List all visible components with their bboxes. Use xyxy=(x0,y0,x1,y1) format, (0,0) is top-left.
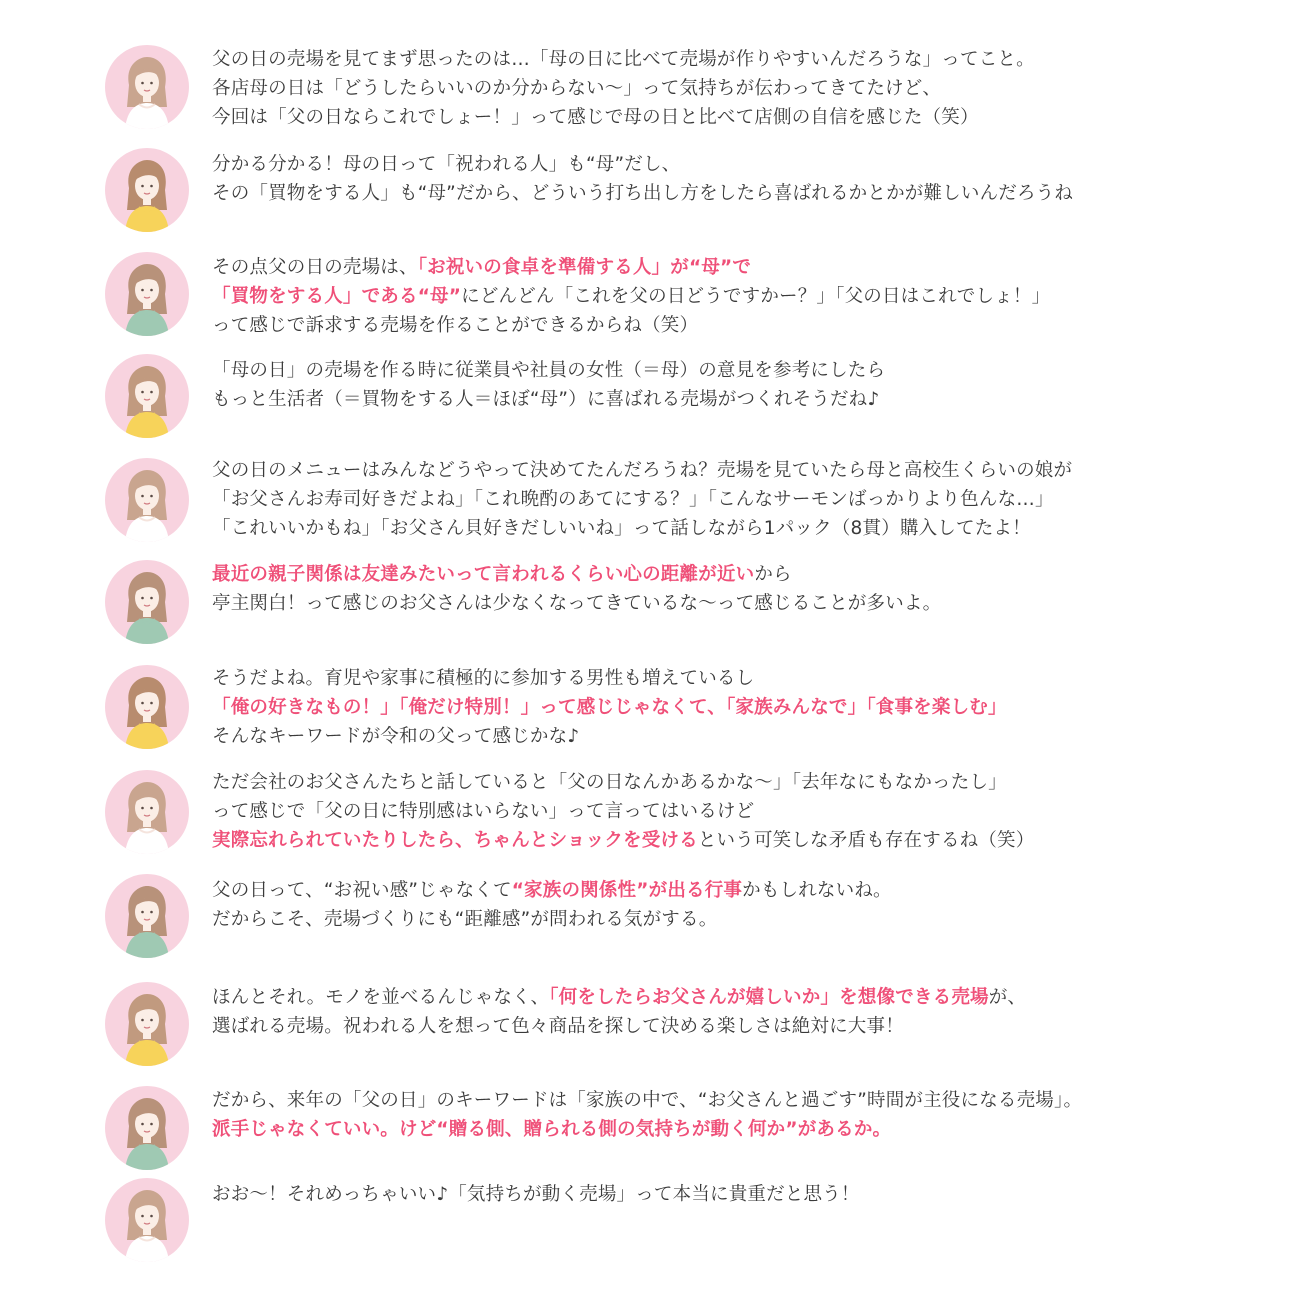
highlighted-text: 派手じゃなくていい。けど“贈る側、贈られる側の気持ちが動く何か”があるか。 xyxy=(212,1119,892,1140)
message-segment: その点父の日の売場は、 xyxy=(212,257,418,278)
message-segment: 「母の日」の売場を作る時に従業員や社員の女性（＝母）の意見を参考にしたら xyxy=(212,360,886,381)
message-text xyxy=(212,1180,1282,1209)
message-line xyxy=(212,722,1282,751)
message-segment: ほんとそれ。モノを並べるんじゃなく、 xyxy=(212,987,550,1008)
message-segment: にどんどん「これを父の日どうですかー？」「父の日はこれでしょ！」 xyxy=(461,286,1051,307)
avatar-icon xyxy=(105,354,189,438)
avatar-icon xyxy=(105,1178,189,1262)
message-segment: 父の日の売場を見てまず思ったのは…「母の日に比べて売場が作りやすいんだろうな」ってこと。 xyxy=(212,49,1035,70)
message-line xyxy=(212,983,1282,1012)
avatar-icon xyxy=(105,665,189,749)
message-line xyxy=(212,589,1282,618)
message-line xyxy=(212,456,1282,485)
message-line xyxy=(212,1086,1282,1115)
message-text xyxy=(212,876,1282,934)
message-line xyxy=(212,768,1282,797)
message-segment: おお〜！それめっちゃいい♪「気持ちが動く売場」って本当に貴重だと思う！ xyxy=(212,1184,860,1205)
message-segment: 選ばれる売場。祝われる人を想って色々商品を探して決める楽しさは絶対に大事！ xyxy=(212,1016,904,1037)
avatar-icon xyxy=(105,874,189,958)
message-text xyxy=(212,356,1282,414)
message-line xyxy=(212,1012,1282,1041)
message-segment: その「買物をする人」も“母”だから、どういう打ち出し方をしたら喜ばれるかとかが難しいんだろうね xyxy=(212,183,1074,204)
message-line xyxy=(212,1115,1282,1144)
message-line xyxy=(212,1180,1282,1209)
message-segment: 父の日のメニューはみんなどうやって決めてたんだろうね？売場を見ていたら母と高校生くらいの娘が xyxy=(212,460,1073,481)
message-segment: 父の日って、“お祝い感”じゃなくて xyxy=(212,880,512,901)
message-segment: 各店母の日は「どうしたらいいのか分からない〜」って気持ちが伝わってきてたけど、 xyxy=(212,78,942,99)
message-segment: ただ会社のお父さんたちと話していると「父の日なんかあるかな〜」「去年なにもなかったし」 xyxy=(212,772,1007,793)
message-line xyxy=(212,826,1282,855)
avatar-icon xyxy=(105,458,189,542)
highlighted-text: “家族の関係性”が出る行事 xyxy=(511,880,743,901)
message-segment: が、 xyxy=(988,987,1027,1008)
message-segment: だからこそ、売場づくりにも“距離感”が問われる気がする。 xyxy=(212,909,718,930)
message-text xyxy=(212,253,1282,340)
message-text xyxy=(212,664,1282,751)
message-text xyxy=(212,983,1282,1041)
message-segment: って感じで訴求する売場を作ることができるからね（笑） xyxy=(212,315,699,336)
avatar-icon xyxy=(105,560,189,644)
highlighted-text: 「俺の好きなもの！」「俺だけ特別！」って感じじゃなくて、「家族みんなで」「食事を楽しむ」 xyxy=(212,697,1007,718)
message-segment: 亭主関白！って感じのお父さんは少なくなってきているな〜って感じることが多いよ。 xyxy=(212,593,942,614)
message-segment: 「これいいかもね」「お父さん貝好きだしいいね」って話しながら1パック（8貫）購入してたよ！ xyxy=(212,518,1031,539)
message-segment: から xyxy=(754,564,792,585)
message-segment: もっと生活者（＝買物をする人＝ほぼ“母”）に喜ばれる売場がつくれそうだね♪ xyxy=(212,389,880,410)
avatar-icon xyxy=(105,45,189,129)
message-segment: かもしれないね。 xyxy=(742,880,892,901)
highlighted-text: 「何をしたらお父さんが嬉しいか」を想像できる売場 xyxy=(549,987,989,1008)
message-segment: 分かる分かる！母の日って「祝われる人」も“母”だし、 xyxy=(212,154,681,175)
message-line xyxy=(212,74,1282,103)
message-line xyxy=(212,693,1282,722)
message-text xyxy=(212,150,1282,208)
message-line xyxy=(212,385,1282,414)
message-line xyxy=(212,311,1282,340)
message-text xyxy=(212,768,1282,855)
message-segment: 今回は「父の日ならこれでしょー！」って感じで母の日と比べて店側の自信を感じた（笑） xyxy=(212,107,979,128)
message-line xyxy=(212,282,1282,311)
message-line xyxy=(212,560,1282,589)
message-line xyxy=(212,876,1282,905)
avatar-icon xyxy=(105,982,189,1066)
message-segment: って感じで「父の日に特別感はいらない」って言ってはいるけど xyxy=(212,801,755,822)
message-text xyxy=(212,456,1282,543)
highlighted-text: 「買物をする人」である“母” xyxy=(212,286,462,307)
message-line xyxy=(212,179,1282,208)
highlighted-text: 最近の親子関係は友達みたいって言われるくらい心の距離が近い xyxy=(212,564,755,585)
message-line xyxy=(212,664,1282,693)
message-line xyxy=(212,150,1282,179)
message-text xyxy=(212,560,1282,618)
avatar-icon xyxy=(105,1086,189,1170)
message-segment: という可笑しな矛盾も存在するね（笑） xyxy=(697,830,1035,851)
avatar-icon xyxy=(105,148,189,232)
message-line xyxy=(212,797,1282,826)
highlighted-text: 実際忘れられていたりしたら、ちゃんとショックを受ける xyxy=(212,830,698,851)
message-segment: 「お父さんお寿司好きだよね」「これ晩酌のあてにする？」「こんなサーモンばっかりより色んな…」 xyxy=(212,489,1054,510)
message-line xyxy=(212,905,1282,934)
message-text xyxy=(212,45,1282,132)
message-segment: そんなキーワードが令和の父って感じかな♪ xyxy=(212,726,580,747)
message-segment: だから、来年の「父の日」のキーワードは「家族の中で、“お父さんと過ごす”時間が主役になる売場」。 xyxy=(212,1090,1083,1111)
message-line xyxy=(212,356,1282,385)
message-line xyxy=(212,103,1282,132)
message-segment: そうだよね。育児や家事に積極的に参加する男性も増えているし xyxy=(212,668,755,689)
message-text xyxy=(212,1086,1282,1144)
avatar-icon xyxy=(105,770,189,854)
message-line xyxy=(212,485,1282,514)
message-line xyxy=(212,253,1282,282)
message-line xyxy=(212,514,1282,543)
avatar-icon xyxy=(105,252,189,336)
message-line xyxy=(212,45,1282,74)
highlighted-text: 「お祝いの食卓を準備する人」が“母”で xyxy=(417,257,752,278)
